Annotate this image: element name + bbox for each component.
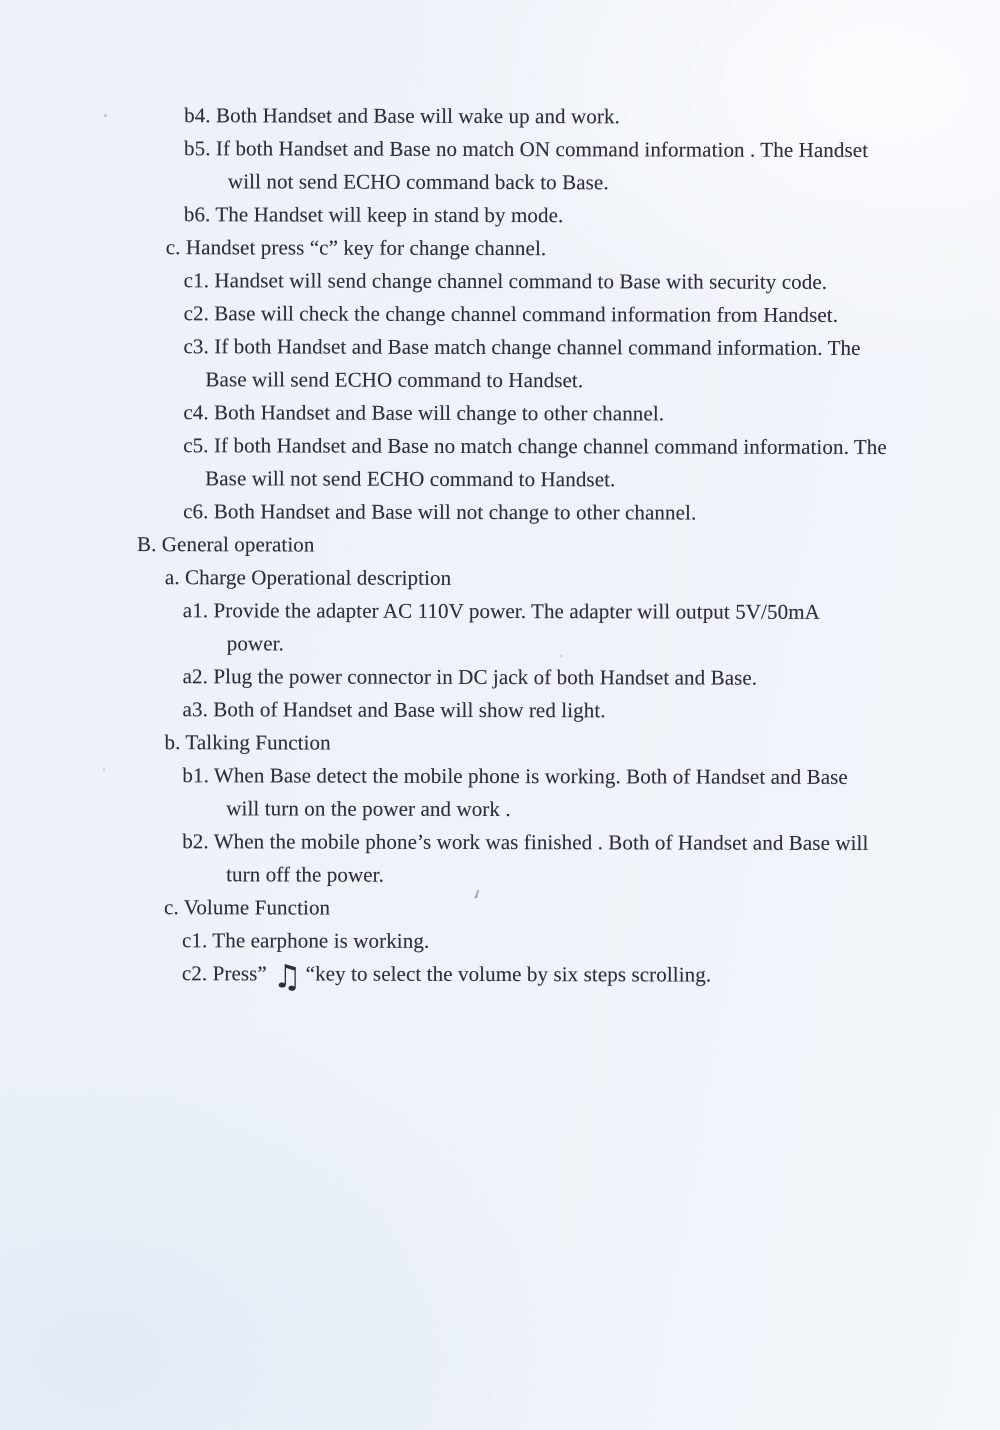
doc-line-b5: b5. If both Handset and Base no match ON command information . The Handset bbox=[184, 136, 869, 162]
section-heading-general-operation: B. General operation bbox=[136, 532, 315, 557]
doc-line-c5-cont: Base will not send ECHO command to Handset. bbox=[205, 466, 616, 492]
doc-line-b2-cont: turn off the power. bbox=[226, 862, 384, 887]
scan-speck bbox=[104, 114, 107, 117]
doc-line-vol-c2-prefix: c2. Press” bbox=[181, 961, 267, 986]
scan-artifact-mark bbox=[474, 890, 480, 901]
scan-speck bbox=[103, 768, 105, 771]
doc-line-b5-cont: will not send ECHO command back to Base. bbox=[227, 169, 609, 195]
doc-line-a1: a1. Provide the adapter AC 110V power. The adapter will output 5V/50mA bbox=[182, 598, 820, 624]
doc-line-b4: b4. Both Handset and Base will wake up and work. bbox=[184, 103, 620, 129]
doc-line-c3-cont: Base will send ECHO command to Handset. bbox=[205, 367, 584, 393]
subsection-volume-function: c. Volume Function bbox=[164, 895, 331, 920]
doc-line-c-change-channel: c. Handset press “c” key for change channel. bbox=[165, 235, 547, 261]
doc-line-b1-cont: will turn on the power and work . bbox=[226, 796, 511, 822]
doc-line-c2: c2. Base will check the change channel command information from Handset. bbox=[183, 301, 839, 327]
doc-line-vol-c2-suffix: “key to select the volume by six steps scrolling. bbox=[305, 961, 712, 987]
doc-line-c3: c3. If both Handset and Base match change channel command information. The bbox=[183, 334, 861, 360]
doc-line-vol-c1: c1. The earphone is working. bbox=[181, 928, 430, 953]
doc-line-a3: a3. Both of Handset and Base will show red light. bbox=[182, 697, 606, 723]
doc-line-c1: c1. Handset will send change channel command to Base with security code. bbox=[183, 268, 828, 294]
doc-line-a1-cont: power. bbox=[226, 631, 284, 656]
doc-line-c4: c4. Both Handset and Base will change to other channel. bbox=[183, 400, 665, 426]
music-note-icon: ♫ bbox=[272, 957, 302, 996]
doc-line-c5: c5. If both Handset and Base no match change channel command information. The bbox=[183, 433, 887, 460]
doc-line-c6: c6. Both Handset and Base will not change to other channel. bbox=[183, 499, 697, 525]
doc-line-vol-c2 bbox=[0, 957, 999, 996]
doc-line-b6: b6. The Handset will keep in stand by mode. bbox=[183, 202, 564, 228]
doc-line-b2: b2. When the mobile phone’s work was finished . Both of Handset and Base will bbox=[182, 829, 869, 855]
doc-line-b1: b1. When Base detect the mobile phone is working. Both of Handset and Base bbox=[182, 763, 848, 789]
subsection-talking-function: b. Talking Function bbox=[164, 730, 331, 755]
subsection-charge-operational: a. Charge Operational description bbox=[164, 565, 452, 590]
page-text-block bbox=[0, 99, 1000, 996]
scan-speck bbox=[560, 655, 562, 657]
doc-line-a2: a2. Plug the power connector in DC jack of both Handset and Base. bbox=[182, 664, 758, 690]
